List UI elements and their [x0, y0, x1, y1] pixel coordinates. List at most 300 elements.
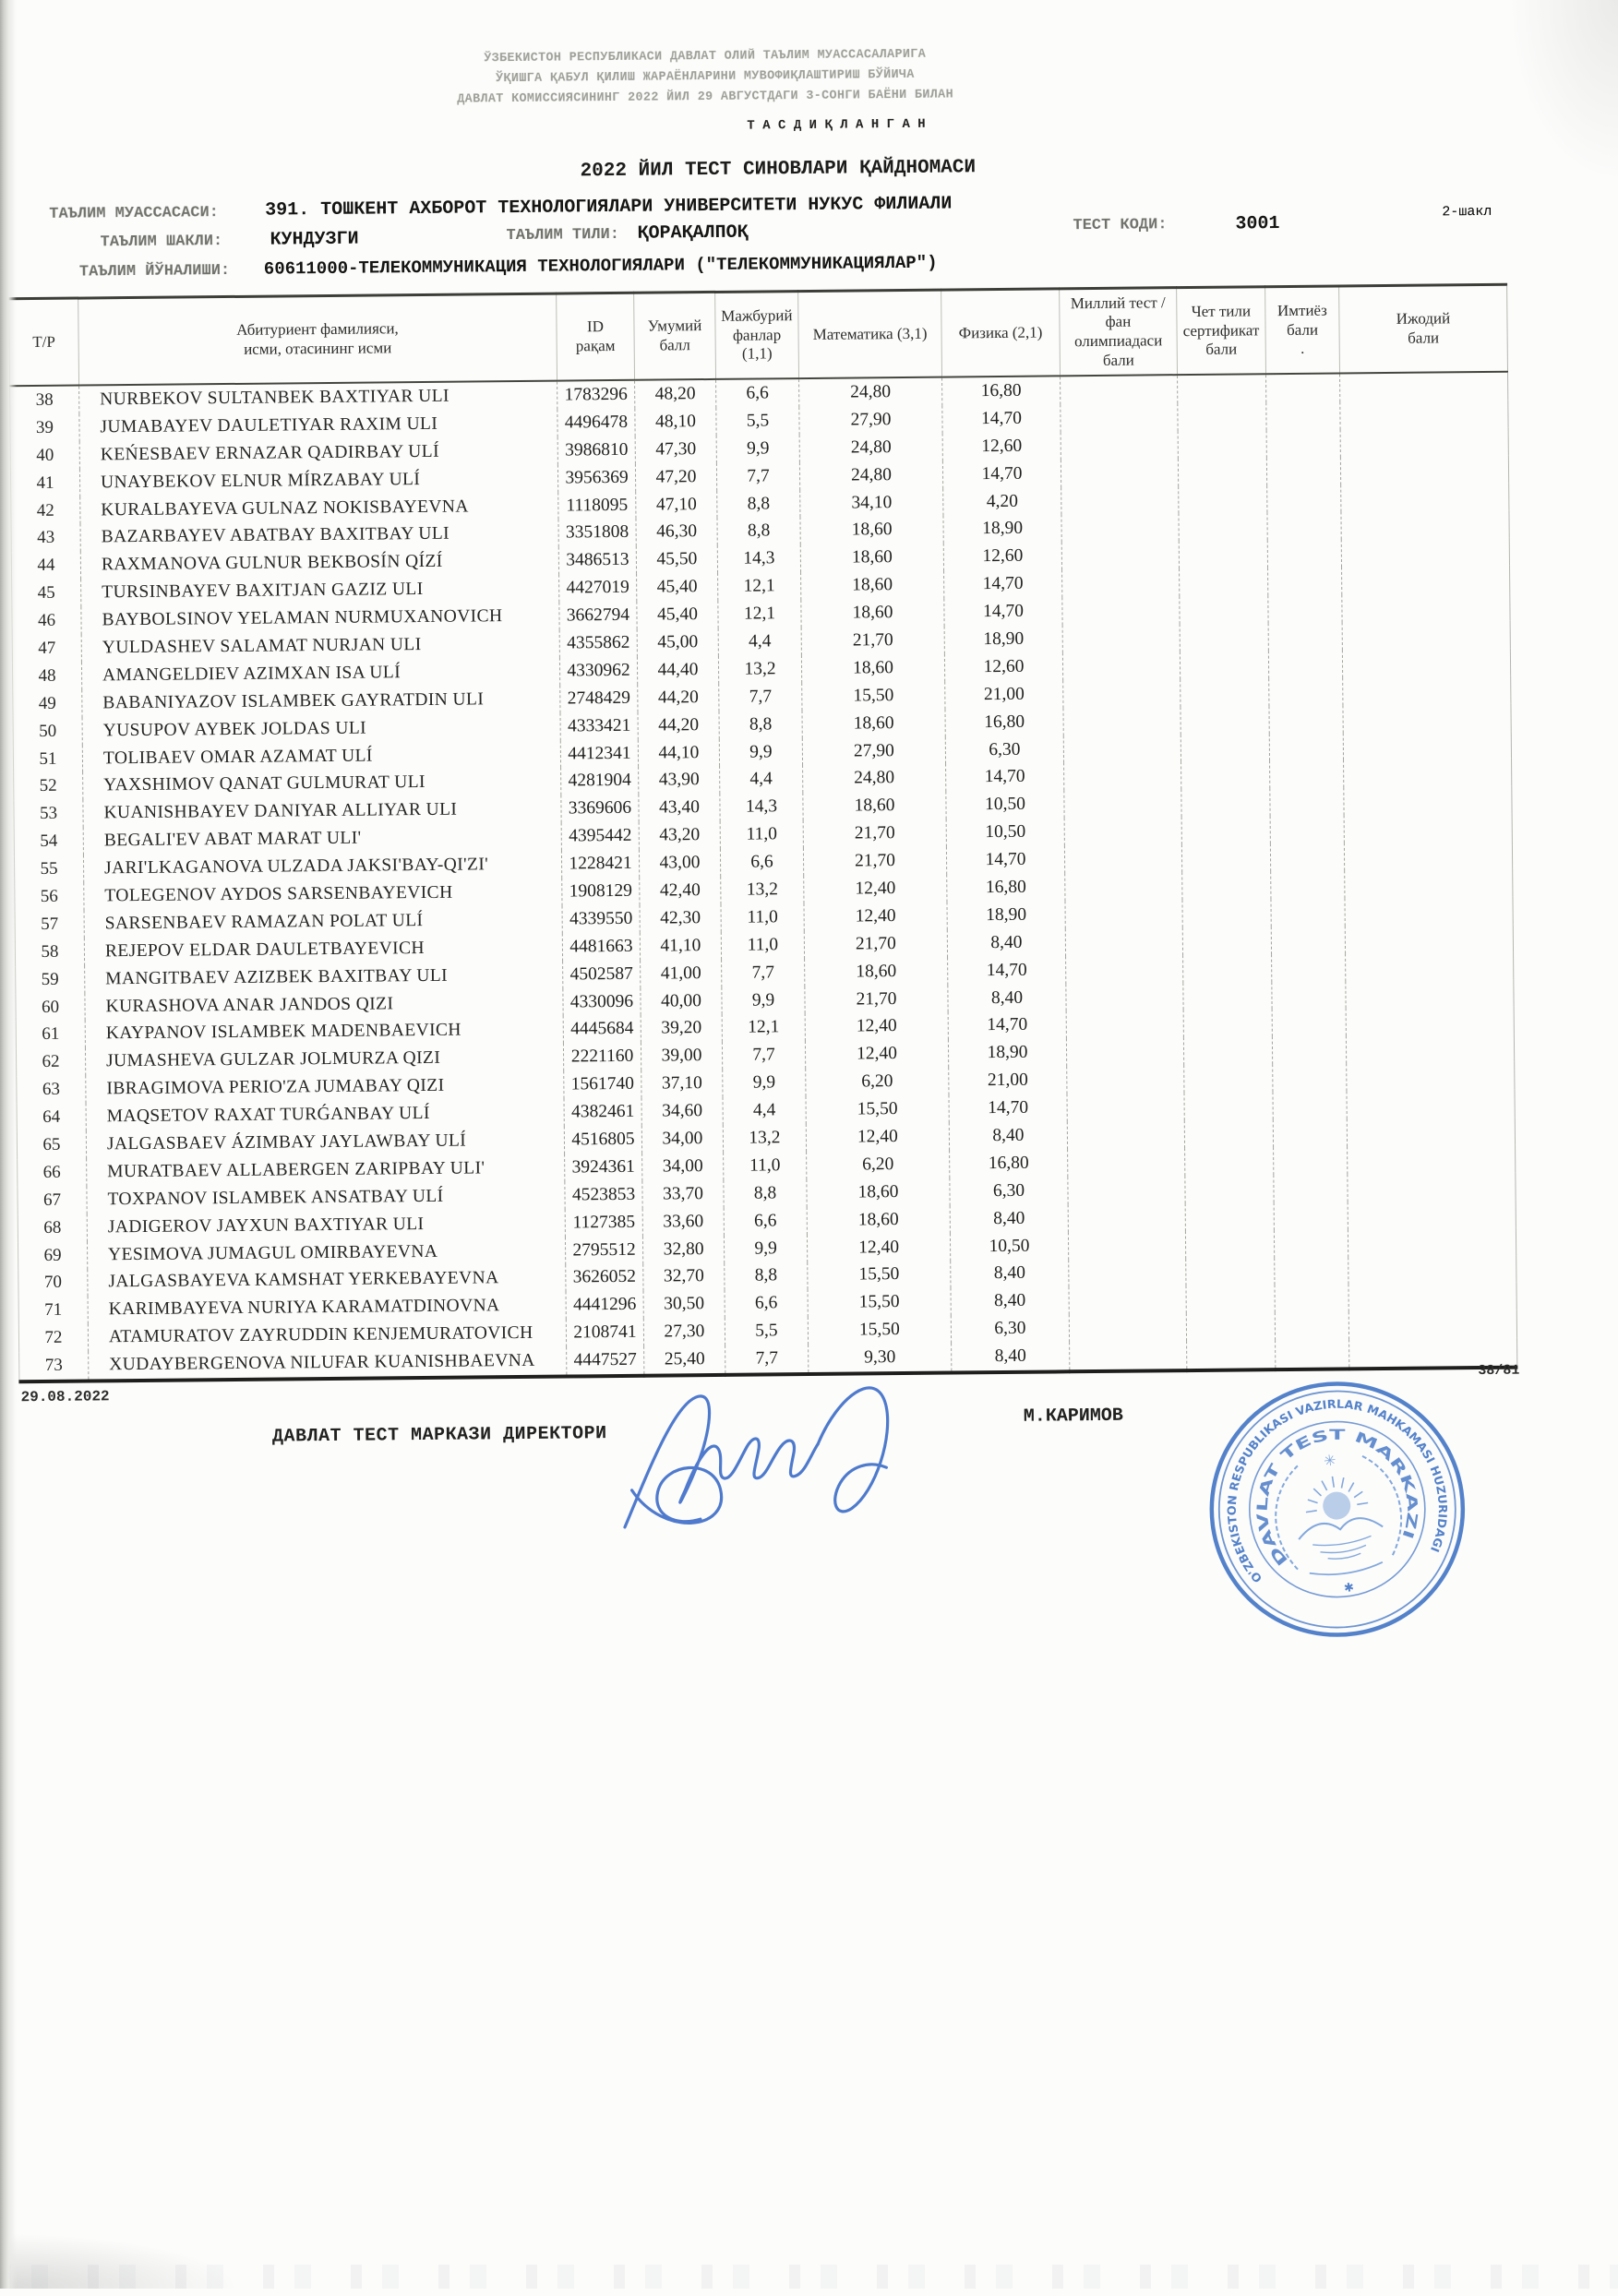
privilege-score: [1270, 843, 1344, 872]
national-test-score: [1068, 1176, 1185, 1204]
physics-score: 8,40: [950, 1204, 1068, 1233]
creative-score: [1348, 1200, 1516, 1229]
math-score: 15,50: [806, 1095, 949, 1124]
creative-score: [1345, 869, 1513, 899]
math-score: 21,70: [801, 627, 944, 655]
creative-score: [1347, 1118, 1515, 1147]
applicant-name: MAQSETOV RAXAT TURǴANBAY ULÍ: [86, 1099, 564, 1131]
math-score: 18,60: [802, 709, 945, 737]
total-score: 34,00: [641, 1125, 723, 1154]
applicant-id: 4496478: [557, 409, 635, 437]
language-cert-score: [1180, 568, 1268, 596]
privilege-score: [1267, 512, 1341, 541]
total-score: 37,10: [641, 1070, 723, 1098]
language-cert-score: [1180, 595, 1268, 624]
total-score: 48,10: [635, 408, 716, 436]
math-score: 12,40: [805, 1040, 948, 1069]
direction-label: ТАЪЛИМ ЙЎНАЛИШИ:: [78, 261, 231, 281]
mandatory-score: 12,1: [718, 572, 801, 601]
national-test-score: [1061, 541, 1179, 569]
privilege-score: [1271, 898, 1345, 927]
applicant-id: 3924361: [565, 1154, 642, 1182]
privilege-score: [1266, 457, 1340, 485]
total-score: 34,60: [641, 1097, 723, 1126]
creative-score: [1343, 731, 1511, 760]
creative-score: [1348, 1283, 1516, 1312]
education-form-value: КУНДУЗГИ: [270, 228, 359, 251]
national-test-score: [1066, 1010, 1183, 1039]
applicant-id: 4281904: [561, 767, 639, 795]
creative-score: [1345, 897, 1513, 927]
row-index: 70: [43, 1273, 63, 1293]
mandatory-score: 7,7: [722, 959, 805, 987]
applicant-name: BAYBOLSINOV YELAMAN NURMUXANOVICH: [81, 603, 559, 635]
mandatory-score: 6,6: [724, 1207, 807, 1236]
total-score: 32,80: [642, 1236, 724, 1264]
physics-score: 14,70: [944, 570, 1062, 599]
creative-score: [1344, 759, 1512, 788]
language-cert-score: [1181, 678, 1269, 707]
physics-score: 12,60: [943, 543, 1061, 571]
applicant-id: 4382461: [564, 1098, 641, 1127]
mandatory-score: 14,3: [720, 793, 803, 821]
creative-score: [1340, 455, 1508, 484]
applicant-id: 2795512: [565, 1236, 642, 1264]
row-index: 72: [44, 1327, 63, 1348]
creative-score: [1347, 1090, 1515, 1119]
total-score: 33,70: [642, 1180, 724, 1209]
language-cert-score: [1180, 651, 1268, 679]
col-header-math: Математика (3,1): [798, 290, 942, 378]
privilege-score: [1267, 540, 1341, 568]
physics-score: 21,00: [945, 680, 1063, 709]
language-cert-score: [1185, 1147, 1274, 1176]
national-test-score: [1069, 1286, 1186, 1314]
mandatory-score: 12,1: [722, 1014, 805, 1043]
col-header-creative: Ижодий бали: [1339, 284, 1508, 373]
privilege-score: [1269, 677, 1343, 706]
creative-score: [1340, 401, 1508, 430]
creative-score: [1348, 1172, 1516, 1202]
creative-score: [1348, 1227, 1516, 1257]
applicant-id: 4523853: [565, 1181, 642, 1210]
applicant-name: KARIMBAYEVA NURIYA KARAMATDINOVNA: [88, 1292, 566, 1324]
math-score: 24,80: [799, 433, 942, 461]
applicant-id: 4330096: [563, 987, 641, 1016]
national-test-score: [1064, 817, 1181, 845]
math-score: 9,30: [809, 1344, 952, 1374]
total-score: 42,40: [640, 877, 721, 905]
creative-score: [1344, 814, 1512, 843]
applicant-name: BEGALI'EV ABAT MARAT ULI': [83, 823, 561, 855]
creative-score: [1342, 621, 1510, 651]
row-index: 40: [36, 445, 54, 465]
row-index: 53: [39, 804, 58, 824]
total-score: 47,10: [636, 490, 717, 519]
math-score: 18,60: [803, 792, 946, 820]
language-cert-score: [1181, 706, 1269, 735]
national-test-score: [1067, 1120, 1184, 1149]
physics-score: 14,70: [946, 763, 1064, 792]
signature-ink: [606, 1378, 1005, 1548]
applicant-name: YAXSHIMOV QANAT GULMURAT ULI: [83, 768, 561, 800]
total-score: 44,20: [638, 712, 719, 740]
total-score: 45,00: [637, 628, 718, 657]
creative-score: [1340, 372, 1508, 402]
language-cert-score: [1187, 1340, 1276, 1370]
mandatory-score: 12,1: [718, 600, 801, 628]
physics-score: 8,40: [951, 1287, 1069, 1316]
total-score: 41,10: [640, 932, 721, 961]
applicant-id: 1908129: [562, 878, 640, 906]
mandatory-score: 6,6: [725, 1289, 808, 1318]
math-score: 18,60: [800, 516, 943, 544]
mandatory-score: 13,2: [718, 655, 801, 684]
language-cert-score: [1178, 430, 1266, 459]
total-score: 33,60: [642, 1208, 724, 1237]
creative-score: [1346, 951, 1514, 981]
applicant-name: TOXPANOV ISLAMBEK ANSATBAY ULÍ: [87, 1181, 565, 1214]
applicant-id: 4516805: [564, 1126, 641, 1154]
national-test-score: [1064, 844, 1181, 873]
education-form-label: ТАЪЛИМ ШАКЛИ:: [100, 233, 223, 252]
national-test-score: [1061, 486, 1179, 515]
row-index: 50: [39, 721, 57, 741]
physics-score: 14,70: [948, 956, 1066, 985]
row-index: 68: [43, 1217, 62, 1238]
privilege-score: [1272, 981, 1346, 1010]
privilege-score: [1274, 1202, 1348, 1230]
national-test-score: [1062, 596, 1180, 625]
applicant-name: JALGASBAYEVA KAMSHAT YERKEBAYEVNA: [88, 1264, 566, 1297]
math-score: 18,60: [800, 544, 943, 572]
creative-score: [1341, 538, 1509, 568]
language-cert-score: [1179, 485, 1267, 514]
creative-score: [1344, 786, 1512, 816]
applicant-name: MANGITBAEV AZIZBEK BAXITBAY ULI: [85, 961, 563, 993]
col-header-national-test: Миллий тест / фан олимпиадаси бали: [1060, 288, 1178, 377]
language-cert-score: [1181, 843, 1270, 872]
applicant-id: 4427019: [559, 574, 637, 603]
row-index: 60: [41, 997, 60, 1017]
privilege-score: [1274, 1229, 1348, 1258]
total-score: 44,40: [637, 656, 718, 685]
applicant-name: ATAMURATOV ZAYRUDDIN KENJEMURATOVICH: [88, 1320, 566, 1352]
national-test-score: [1064, 789, 1181, 818]
row-index: 63: [42, 1079, 60, 1100]
total-score: 45,40: [637, 573, 718, 602]
privilege-score: [1275, 1257, 1348, 1286]
total-score: 40,00: [641, 987, 722, 1015]
row-index: 58: [41, 941, 59, 962]
mandatory-score: 8,8: [719, 711, 802, 739]
creative-score: [1348, 1255, 1516, 1285]
language-cert-score: [1178, 402, 1266, 431]
privilege-score: [1267, 484, 1341, 513]
approved-word: Т А С Д И Қ Л А Н Г А Н: [747, 116, 926, 134]
creative-score: [1347, 1062, 1515, 1092]
applicant-id: 3486513: [558, 546, 636, 575]
privilege-score: [1268, 595, 1342, 624]
row-index: 45: [37, 582, 55, 604]
physics-score: 14,70: [944, 597, 1062, 626]
math-score: 6,20: [806, 1068, 949, 1096]
math-score: 18,60: [801, 571, 944, 600]
row-index: 54: [40, 831, 58, 852]
row-index: 61: [42, 1024, 60, 1045]
applicant-id: 4481663: [562, 933, 640, 962]
applicant-id: 3626052: [566, 1263, 643, 1292]
mandatory-score: 11,0: [721, 931, 804, 960]
approval-header: [359, 43, 1052, 111]
math-score: 12,40: [804, 902, 947, 930]
physics-score: 6,30: [945, 735, 1063, 764]
physics-score: 21,00: [949, 1067, 1067, 1095]
mandatory-score: 11,0: [720, 820, 803, 849]
total-score: 48,20: [635, 379, 716, 409]
creative-score: [1346, 979, 1514, 1009]
applicant-id: 3369606: [561, 795, 639, 823]
physics-score: 10,50: [950, 1232, 1068, 1261]
table-header-row: [9, 284, 1508, 386]
applicant-id: 4445684: [563, 1015, 641, 1044]
test-code-value: 3001: [1235, 213, 1280, 235]
mandatory-score: 9,9: [724, 1235, 807, 1263]
total-score: 43,20: [639, 821, 720, 850]
applicant-id: 4355862: [559, 629, 637, 658]
language-cert-score: [1182, 899, 1271, 927]
total-score: 25,40: [644, 1345, 725, 1376]
national-test-score: [1063, 707, 1181, 735]
total-score: 43,90: [639, 766, 720, 795]
mandatory-score: 7,7: [719, 683, 802, 712]
national-test-score: [1066, 983, 1183, 1011]
math-score: 12,40: [807, 1233, 950, 1262]
math-score: 21,70: [805, 985, 948, 1013]
mandatory-score: 11,0: [724, 1152, 807, 1180]
row-index: 73: [44, 1355, 63, 1376]
privilege-score: [1272, 1036, 1346, 1065]
row-index: 64: [42, 1106, 61, 1128]
applicant-name: YUSUPOV AYBEK JOLDAS ULI: [82, 712, 560, 745]
mandatory-score: 13,2: [721, 876, 804, 904]
applicant-name: JARI'LKAGANOVA ULZADA JAKSI'BAY-QI'ZI': [83, 851, 561, 883]
math-score: 15,50: [808, 1261, 951, 1289]
mandatory-score: 5,5: [716, 407, 799, 436]
language-cert-score: [1181, 789, 1270, 818]
physics-score: 18,90: [944, 625, 1062, 653]
mandatory-score: 8,8: [717, 490, 800, 519]
physics-score: 8,40: [948, 984, 1066, 1012]
applicant-id: 4412341: [560, 739, 638, 768]
applicant-id: 4339550: [562, 905, 640, 934]
physics-score: 16,80: [945, 708, 1063, 736]
applicant-id: 4395442: [561, 822, 639, 851]
language-cert-score: [1186, 1312, 1275, 1341]
physics-score: 14,70: [942, 460, 1061, 488]
language-cert-score: [1186, 1258, 1275, 1286]
applicant-name: BABANIYAZOV ISLAMBEK GAYRATDIN ULI: [82, 685, 560, 717]
national-test-score: [1063, 679, 1181, 708]
mandatory-score: 11,0: [721, 903, 804, 932]
language-cert-score: [1186, 1286, 1275, 1314]
applicant-id: 4330962: [559, 657, 637, 686]
applicant-id: 3986810: [557, 436, 635, 465]
applicant-id: 2108741: [566, 1319, 643, 1347]
national-test-score: [1067, 1093, 1184, 1121]
results-tbody: [10, 372, 1520, 1382]
applicant-name: KAYPANOV ISLAMBEK MADENBAEVICH: [85, 1016, 563, 1048]
applicant-name: BAZARBAYEV ABATBAY BAXITBAY ULI: [80, 520, 558, 552]
row-index: 66: [42, 1162, 61, 1182]
applicant-name: IBRAGIMOVA PERIO'ZA JUMABAY QIZI: [86, 1071, 564, 1104]
math-score: 12,40: [806, 1123, 949, 1152]
row-index: 43: [37, 528, 55, 548]
total-score: 45,40: [637, 601, 718, 629]
applicant-name: KEŃESBAEV ERNAZAR QADIRBAY ULÍ: [79, 436, 557, 469]
row-index: 47: [38, 638, 56, 658]
applicant-name: JADIGEROV JAYXUN BAXTIYAR ULI: [87, 1209, 565, 1241]
national-test-score: [1061, 459, 1178, 487]
math-score: 27,90: [802, 736, 945, 765]
math-score: 21,70: [803, 819, 946, 848]
language-cert-score: [1178, 458, 1266, 486]
total-score: 27,30: [643, 1318, 725, 1346]
applicant-id: 1127385: [565, 1208, 642, 1237]
national-test-score: [1063, 735, 1181, 763]
math-score: 34,10: [800, 488, 943, 517]
creative-score: [1348, 1145, 1516, 1175]
privilege-score: [1270, 760, 1344, 789]
privilege-score: [1266, 401, 1340, 430]
total-score: 45,50: [636, 545, 717, 574]
page-number: 38/81: [1478, 1362, 1520, 1380]
physics-score: 8,40: [949, 1121, 1067, 1150]
total-score: 30,50: [643, 1290, 725, 1319]
total-score: 47,20: [635, 463, 716, 492]
mandatory-score: 9,9: [716, 435, 799, 463]
mandatory-score: 4,4: [718, 628, 801, 656]
row-index: 59: [41, 969, 59, 989]
mandatory-score: 4,4: [720, 766, 803, 795]
mandatory-score: 7,7: [716, 462, 799, 491]
creative-score: [1345, 924, 1513, 953]
applicant-name: SARSENBAEV RAMAZAN POLAT ULÍ: [84, 905, 562, 938]
total-score: 32,70: [643, 1262, 725, 1291]
applicant-id: 3956369: [557, 463, 635, 492]
privilege-score: [1275, 1312, 1348, 1341]
row-index: 52: [39, 776, 57, 796]
document-title: 2022 ЙИЛ ТЕСТ СИНОВЛАРИ ҚАЙДНОМАСИ: [580, 157, 977, 183]
national-test-score: [1068, 1231, 1185, 1260]
physics-score: 14,70: [948, 1011, 1066, 1040]
applicant-name: YULDASHEV SALAMAT NURJAN ULI: [81, 630, 559, 663]
row-index: 49: [38, 693, 56, 713]
footer-date: 29.08.2022: [20, 1388, 110, 1406]
language-cert-score: [1182, 871, 1271, 900]
physics-score: 10,50: [946, 819, 1064, 847]
privilege-score: [1269, 733, 1343, 761]
row-index: 42: [36, 500, 54, 520]
creative-score: [1346, 1007, 1514, 1036]
physics-score: 18,90: [943, 515, 1061, 544]
national-test-score: [1070, 1341, 1187, 1371]
row-index: 69: [43, 1245, 62, 1265]
language-cert-score: [1184, 1064, 1273, 1093]
language-cert-score: [1185, 1175, 1274, 1203]
creative-score: [1348, 1310, 1516, 1340]
privilege-score: [1266, 429, 1340, 458]
physics-score: 14,70: [949, 1094, 1067, 1122]
applicant-id: 4441296: [566, 1291, 643, 1320]
language-cert-score: [1182, 927, 1271, 955]
national-test-score: [1069, 1313, 1186, 1342]
math-score: 6,20: [807, 1150, 950, 1178]
row-index: 57: [41, 914, 59, 934]
national-test-score: [1067, 1065, 1184, 1094]
total-score: 34,00: [642, 1153, 724, 1181]
approval-line-3: ДАВЛАТ КОМИССИЯСИНИНГ 2022 ЙИЛ 29 АВГУСТДАГИ 3-СОНГИ БАЁНИ БИЛАН: [457, 88, 954, 107]
national-test-score: [1062, 652, 1180, 680]
math-score: 21,70: [804, 929, 947, 958]
language-cert-score: [1181, 816, 1270, 844]
approval-line-2: ЎҚИШГА ҚАБУЛ ҚИЛИШ ЖАРАЁНЛАРИНИ МУВОФИҚЛАШТИРИШ БЎЙИЧА: [495, 67, 915, 87]
col-header-total: Умумий балл: [634, 292, 716, 379]
language-label: ТАЪЛИМ ТИЛИ:: [506, 225, 620, 245]
total-score: 44,10: [638, 738, 719, 767]
applicant-name: TURSINBAYEV BAXITJAN GAZIZ ULI: [81, 575, 559, 607]
form-tag: 2-шакл: [1442, 203, 1492, 221]
national-test-score: [1062, 568, 1180, 597]
privilege-score: [1273, 1064, 1347, 1093]
stamp-outer-text: O'ZBEKISTON RESPUBLIKASI VAZIRLAR MAHKAMASI HUZURIDAGI: [1224, 1396, 1450, 1586]
total-score: 42,30: [640, 904, 721, 933]
privilege-score: [1270, 788, 1344, 817]
math-score: 12,40: [804, 875, 947, 903]
language-cert-score: [1183, 1010, 1272, 1038]
privilege-score: [1271, 926, 1345, 954]
applicant-name: KURALBAYEVA GULNAZ NOKISBAYEVNA: [80, 492, 558, 524]
national-test-score: [1062, 624, 1180, 652]
physics-score: 16,80: [942, 376, 1061, 405]
privilege-score: [1270, 816, 1344, 844]
privilege-score: [1272, 1009, 1346, 1037]
applicant-name: JUMASHEVA GULZAR JOLMURZA QIZI: [85, 1044, 563, 1076]
mandatory-score: 7,7: [722, 1041, 805, 1070]
total-score: 43,40: [639, 794, 720, 822]
mandatory-score: 9,9: [719, 738, 802, 767]
national-test-score: [1064, 762, 1181, 791]
language-cert-score: [1183, 1037, 1272, 1066]
results-table: [8, 283, 1520, 1384]
creative-score: [1342, 566, 1510, 595]
applicant-id: 2748429: [560, 685, 638, 713]
row-index: 62: [42, 1052, 60, 1072]
language-value: ҚОРАҚАЛПОҚ: [637, 221, 749, 245]
national-test-score: [1061, 375, 1178, 404]
privilege-score: [1268, 650, 1342, 678]
privilege-score: [1273, 1092, 1347, 1120]
physics-score: 8,40: [951, 1260, 1069, 1288]
total-score: 39,00: [641, 1042, 722, 1070]
national-test-score: [1065, 872, 1182, 901]
row-index: 67: [42, 1190, 62, 1210]
col-header-id: ID рақам: [557, 293, 635, 380]
national-test-score: [1066, 955, 1183, 984]
mandatory-score: 8,8: [725, 1262, 808, 1291]
physics-score: 8,40: [952, 1342, 1070, 1372]
institution-label: ТАЪЛИМ МУАССАСАСИ:: [49, 204, 220, 223]
